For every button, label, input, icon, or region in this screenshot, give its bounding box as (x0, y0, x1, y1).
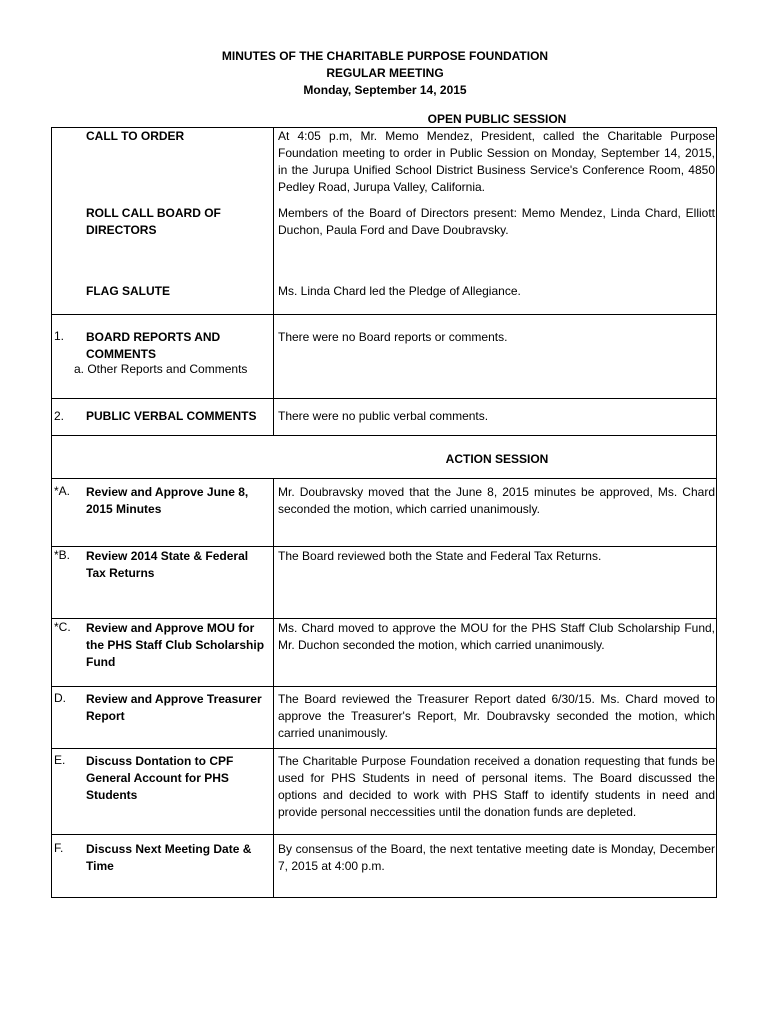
row-topic-roll-call: ROLL CALL BOARD OF DIRECTORS (86, 206, 221, 237)
row-separator (51, 686, 717, 687)
row-separator (51, 834, 717, 835)
row-separator (51, 435, 717, 436)
row-separator (51, 478, 717, 479)
row-topic-public-comments: PUBLIC VERBAL COMMENTS (86, 409, 257, 423)
row-topic-treasurer-report: Review and Approve Treasurer Report (86, 692, 262, 723)
row-topic-donation: Discuss Dontation to CPF General Account for PHS Students (86, 754, 234, 802)
row-text-public-comments: There were no public verbal comments. (278, 409, 489, 423)
row-text-next-meeting: By consensus of the Board, the next tentative meeting date is Monday, December 7, 2015 at 4:00 p.m. (278, 842, 715, 873)
open-session-title: OPEN PUBLIC SESSION (427, 112, 567, 126)
column-divider-bottom (273, 478, 274, 898)
row-number: 2. (54, 409, 65, 423)
row-number: D. (54, 691, 66, 705)
column-divider-top (273, 127, 274, 435)
row-topic-approve-mou: Review and Approve MOU for the PHS Staff Club Scholarship Fund (86, 621, 265, 669)
row-number: E. (54, 753, 66, 767)
row-text-call-to-order: At 4:05 p.m, Mr. Memo Mendez, President, called the Charitable Purpose Foundation meeting to order in Public Session on Monday, September 14, 2015, in the Jurupa Unified School District Business Service's Conference Room, 4850 Pedley Road, Jurupa Valley, California. (278, 129, 715, 194)
row-text-approve-minutes: Mr. Doubravsky moved that the June 8, 2015 minutes be approved, Ms. Chard seconded the motion, which carried unanimously. (278, 485, 715, 516)
row-text-roll-call: Members of the Board of Directors present: Memo Mendez, Linda Chard, Elliott Duchon, Paula Ford and Dave Doubravsky. (278, 206, 715, 237)
row-number: 1. (54, 329, 65, 343)
header-title: MINUTES OF THE CHARITABLE PURPOSE FOUNDATION (221, 49, 549, 63)
row-text-flag-salute: Ms. Linda Chard led the Pledge of Allegiance. (278, 284, 521, 298)
row-subitem-other-reports: a. Other Reports and Comments (74, 362, 248, 376)
row-separator (51, 314, 717, 315)
header-meeting-type: REGULAR MEETING (326, 66, 444, 80)
row-topic-tax-returns: Review 2014 State & Federal Tax Returns (86, 549, 249, 580)
row-topic-board-reports: BOARD REPORTS AND COMMENTS (86, 330, 221, 361)
row-text-treasurer-report: The Board reviewed the Treasurer Report dated 6/30/15. Ms. Chard moved to approve the Treasurer's Report, Mr. Doubravsky seconded the motion, which carried unanimously. (278, 692, 715, 740)
row-separator (51, 398, 717, 399)
row-number: F. (54, 841, 64, 855)
row-separator (51, 748, 717, 749)
row-number: *B. (54, 548, 71, 562)
row-text-donation: The Charitable Purpose Foundation received a donation requesting that funds be used for PHS Students in need of personal items. The Board discussed the options and decided to work with PHS Staff to identify students in need and provide personal neccessities until the donation funds are depleted. (278, 754, 715, 819)
action-session-title: ACTION SESSION (445, 452, 549, 466)
document-header (0, 48, 770, 99)
row-separator (51, 618, 717, 619)
row-topic-approve-minutes: Review and Approve June 8, 2015 Minutes (86, 485, 249, 516)
row-number: *C. (54, 620, 71, 634)
row-text-board-reports: There were no Board reports or comments. (278, 330, 508, 344)
row-topic-call-to-order: CALL TO ORDER (86, 129, 185, 143)
header-date: Monday, September 14, 2015 (303, 83, 467, 97)
row-text-tax-returns: The Board reviewed both the State and Federal Tax Returns. (278, 549, 602, 563)
row-separator (51, 546, 717, 547)
row-text-approve-mou: Ms. Chard moved to approve the MOU for the PHS Staff Club Scholarship Fund, Mr. Duchon seconded the motion, which carried unanimously. (278, 621, 715, 652)
row-topic-flag-salute: FLAG SALUTE (86, 284, 170, 298)
row-number: *A. (54, 484, 71, 498)
row-topic-next-meeting: Discuss Next Meeting Date & Time (86, 842, 252, 873)
